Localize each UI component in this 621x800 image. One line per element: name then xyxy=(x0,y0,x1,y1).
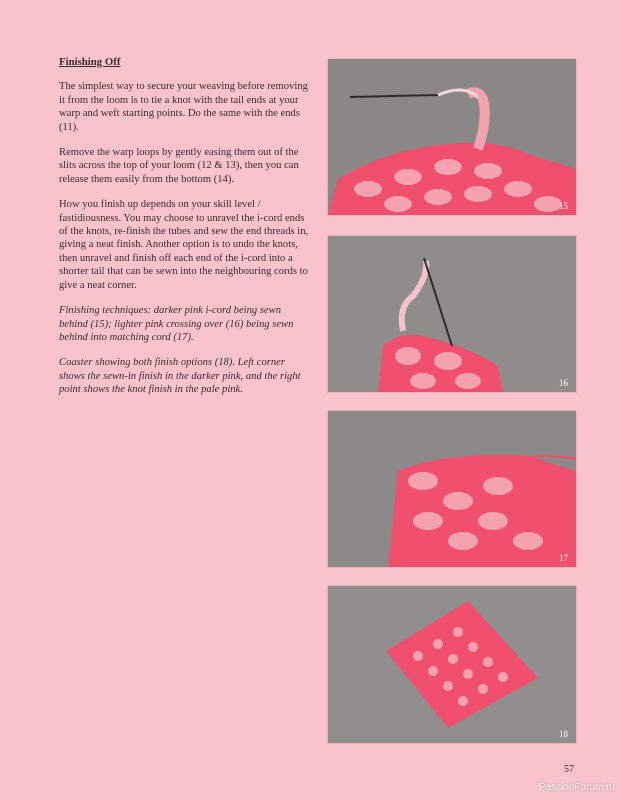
watermark: PassionForum.ru xyxy=(538,782,615,793)
photo-number: 18 xyxy=(559,729,568,739)
photo-15 xyxy=(327,58,577,216)
paragraph-3: How you finish up depends on your skill level / fastidiousness. You may choose to unravel the i-cord ends of the knots, re-finish the tubes and sew the end threads in, giving a neat finish. Another option is to undo the knots, then unravel and finish off each end of the i-cord into a shorter tail that can be sewn into the neighbouring cords to give a neat corner. xyxy=(59,199,309,291)
paragraph-1: The simplest way to secure your weaving before removing it from the loom is to tie a knot with the tail ends at your warp and weft starting points. Do the same with the ends (11). xyxy=(59,81,308,133)
photo-number: 15 xyxy=(559,201,568,211)
photo-16 xyxy=(327,235,577,393)
photo-number: 16 xyxy=(559,378,568,388)
photo-18 xyxy=(327,585,577,744)
photo-number: 17 xyxy=(559,553,568,563)
photo-17-image xyxy=(328,411,576,567)
caption-2: Coaster showing both finish options (18). Left corner shows the sewn-in finish in the darker pink, and the right point shows the knot finish in the pale pink. xyxy=(59,357,301,396)
text-column xyxy=(59,56,311,409)
page-number: 57 xyxy=(564,764,574,775)
photo-16-image xyxy=(328,236,576,392)
paragraph-2: Remove the warp loops by gently easing them out of the slits across the top of your loom (12 & 13), then you can release them easily from the bottom (14). xyxy=(59,147,299,185)
section-heading: Finishing Off xyxy=(59,56,121,68)
photo-17 xyxy=(327,410,577,568)
photo-18-image xyxy=(328,586,576,743)
caption-1: Finishing techniques: darker pink i-cord being sewn behind (15); lighter pink crossing over (16) being sewn behind into matching cord (17). xyxy=(59,305,294,343)
photo-15-image xyxy=(328,59,576,215)
